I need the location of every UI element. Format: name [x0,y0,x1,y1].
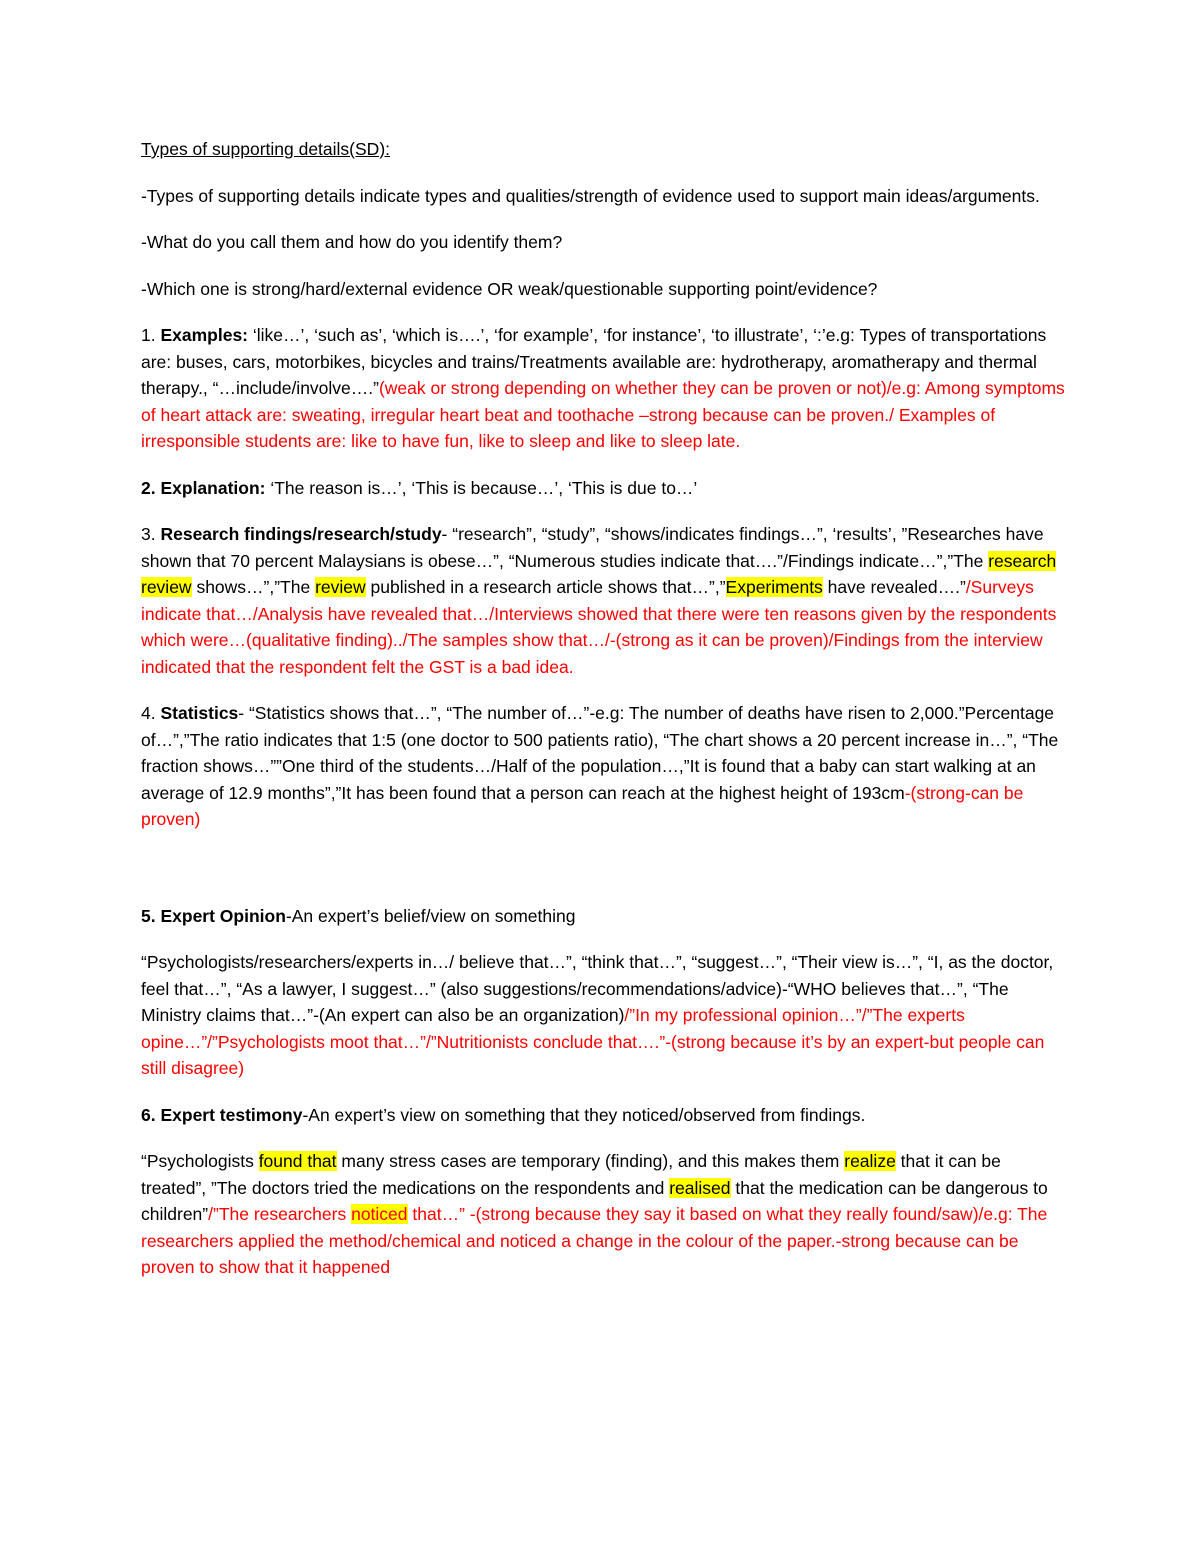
document-body [141,136,1069,1301]
section-research-findings [141,521,1069,680]
section-heading-text: Expert Opinion [160,905,286,926]
section-number: 1. [141,325,161,345]
section-text: that the medication can be dangerous to children” [141,1177,1048,1224]
section-text: - “research”, “study”, “shows/indicates findings…”, ‘results’, ”Researches have shown that 70 percent Malaysians is obese…”, “Numerous studies indicate that….”/Findings indicate…”,”The [141,524,1044,571]
section-note-red: /Surveys indicate that…/Analysis have revealed that…/Interviews showed that there were ten reasons given by the respondents which were…(qualitative finding)../The samples show that…/-(strong as it can be proven)/Findings from the interview indicated that the respondent felt the GST is a bad idea. [141,577,1057,677]
section-heading: Research findings/research/study [160,524,442,544]
highlight: review [315,577,366,597]
section-heading [141,478,265,498]
section-explanation [141,475,1069,502]
section-expert-testimony [141,1102,1069,1129]
intro-paragraph-3: -Which one is strong/hard/external evidence OR weak/questionable supporting point/evidence? [141,278,878,299]
section-text: many stress cases are temporary (finding), and this makes them [336,1151,845,1171]
document-title [141,136,1069,163]
section-text: shows…”,”The [191,577,316,597]
section-heading-text: Expert testimony [160,1104,303,1125]
section-note-red: /”In my professional opinion…”/”The experts opine…”/”Psychologists moot that…”/”Nutritionists conclude that….”-(strong because it’s by an expert-but people can still disagree) [141,1005,1045,1078]
section-number: 5. [141,905,161,926]
section-note-red: that…” -(strong because they say it based on what they really found/saw)/e.g: The researchers applied the method/chemical and noticed a change in the colour of the paper.-strong because can be proven to show that it happened [141,1204,1048,1277]
section-number: 6. [141,1104,161,1125]
section-heading: Examples: [160,325,249,345]
section-expert-opinion [141,903,1069,930]
section-note-red: -(strong-can be proven) [141,782,1024,829]
section-number: 3. [141,524,161,544]
section-note-red: (weak or strong depending on whether they can be proven or not)/e.g: Among symptoms of heart attack are: sweating, irregular heart beat and toothache –strong because can be proven./ Examples of irresponsible students are: like to have fun, like to sleep and like to sleep late. [141,378,1065,451]
expert-opinion-body [141,949,1069,1082]
section-examples [141,322,1069,455]
title-text: Types of supporting details(SD): [141,139,391,159]
section-heading [141,1105,302,1125]
section-heading [141,906,286,926]
highlight: research review [141,550,1057,597]
section-number: 2. [141,477,161,498]
section-text: that it can be treated”, ”The doctors tried the medications on the respondents and [141,1151,1001,1198]
section-text: have revealed….” [822,577,966,597]
highlight: found that [258,1151,337,1171]
highlight: noticed [351,1204,408,1224]
section-text: - “Statistics shows that…”, “The number of…”-e.g: The number of deaths have risen to 2,000.”Percentage of…”,”The ratio indicates that 1:5 (one doctor to 500 patients ratio), “The chart shows a 20 percent increase in…”, “The fraction shows…””One third of the students…/Half of the population…,”It is found that a baby can start walking at an average of 12.9 months”,”It has been found that a person can reach at the highest height of 193cm [141,703,1059,803]
expert-testimony-body [141,1148,1069,1281]
highlight: Experiments [725,577,823,597]
section-text: “Psychologists/researchers/experts in…/ believe that…”, “think that…”, “suggest…”, “Their view is…”, “I, as the doctor, feel that…”, “As a lawyer, I suggest…” (also suggestions/recommendations/advice)-“WHO believes that…”, “The Ministry claims that…”-(An expert can also be an organization) [141,952,1054,1025]
section-note-red: /”The researchers [208,1204,352,1224]
highlight: realize [844,1151,896,1171]
highlight: realised [669,1177,731,1198]
section-text: -An expert’s view on something that they noticed/observed from findings. [302,1104,866,1125]
section-statistics [141,700,1069,833]
intro-paragraph-2: -What do you call them and how do you identify them? [141,232,563,252]
section-text: ‘The reason is…’, ‘This is because…’, ‘This is due to…’ [265,477,698,498]
section-text: -An expert’s belief/view on something [285,905,576,926]
section-heading: Statistics [160,703,239,723]
section-text: “Psychologists [141,1151,259,1171]
intro-paragraph-1: -Types of supporting details indicate types and qualities/strength of evidence used to support main ideas/arguments. [141,185,1040,206]
section-number: 4. [141,703,161,723]
section-text: ‘like…’, ‘such as’, ‘which is….’, ‘for example’, ‘for instance’, ‘to illustrate’, ‘:’e.g: Types of transportations are: buses, cars, motorbikes, bicycles and trains/Treatments available are: hydrotherapy, aromatherapy and thermal therapy., “…include/involve….” [141,325,1047,398]
section-text: published in a research article shows that…”,” [365,577,726,597]
section-heading-text: Explanation: [160,477,266,498]
